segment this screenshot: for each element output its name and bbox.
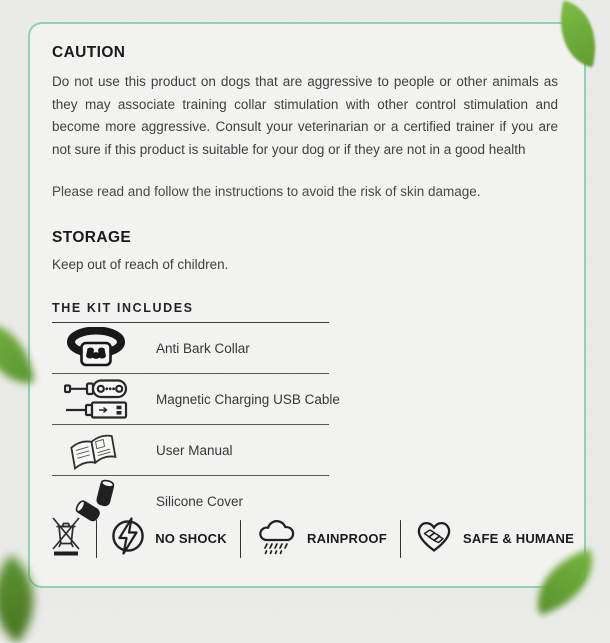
caution-body: Do not use this product on dogs that are aggressive to people or other animals as they may associate training collar stimulation with other control stimulation and become more aggressive. Consult your veterinarian or a certified trainer if you are not sure if this product is suitable for your dog or if they are not in a good health <box>52 71 558 161</box>
kit-item-label: Magnetic Charging USB Cable <box>156 392 340 407</box>
badge-label: SAFE & HUMANE <box>463 531 574 546</box>
magnetic-usb-cable-icon <box>52 377 140 421</box>
rainproof-icon <box>253 515 299 562</box>
caution-title: CAUTION <box>52 44 558 62</box>
kit-item-usb-cable <box>52 373 329 424</box>
badge-safe-humane <box>413 517 574 560</box>
instructions-note: Please read and follow the instructions to avoid the risk of skin damage. <box>52 182 558 202</box>
storage-title: STORAGE <box>52 229 558 247</box>
product-info-card <box>28 22 586 588</box>
badge-label: NO SHOCK <box>155 531 227 546</box>
kit-item-label: Silicone Cover <box>156 494 243 509</box>
badge-label: RAINPROOF <box>307 531 387 546</box>
anti-bark-collar-icon <box>52 327 140 369</box>
weee-crossed-bin-icon <box>49 513 83 564</box>
kit-item-user-manual <box>52 424 329 475</box>
kit-item-label: Anti Bark Collar <box>156 341 250 356</box>
badge-rainproof <box>253 515 387 562</box>
no-shock-icon <box>109 517 147 560</box>
badge-weee <box>49 513 83 564</box>
feature-badges-row <box>49 513 574 564</box>
kit-item-label: User Manual <box>156 443 233 458</box>
kit-title: THE KIT INCLUDES <box>52 301 329 323</box>
safe-humane-icon <box>413 517 455 560</box>
user-manual-icon <box>52 427 140 473</box>
kit-item-collar <box>52 323 329 373</box>
kit-section <box>52 301 329 526</box>
storage-body: Keep out of reach of children. <box>52 257 558 272</box>
badge-no-shock <box>109 517 227 560</box>
